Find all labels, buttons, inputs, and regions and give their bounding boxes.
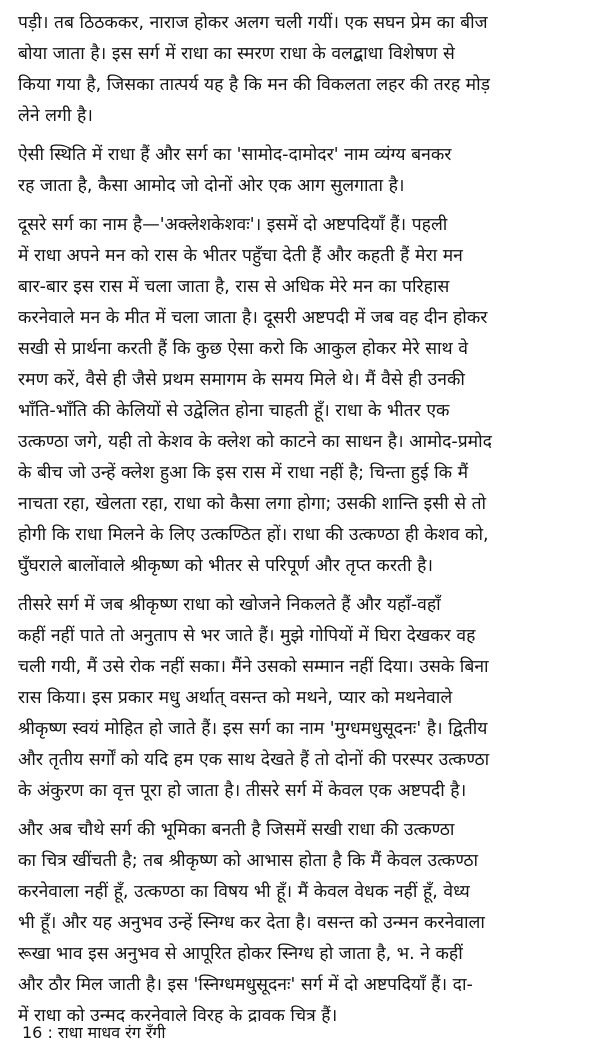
text-line: का चित्र खींचती है; तब श्रीकृष्ण को आभास होता है कि मैं केवल उत्कण्ठा (18, 851, 479, 871)
text-line: रमण करें, वैसे ही जैसे प्रथम समागम के समय मिले थे। मैं वैसे ही उनकी (18, 370, 465, 390)
text-line: और ठौर मिल जाती है। इस 'स्निग्धमधुसूदनः' सर्ग में दो अष्टपदियाँ हैं। दा- (18, 975, 473, 995)
text-line: बोया जाता है। इस सर्ग में राधा का स्मरण राधा के वलद्बाधा विशेषण से (18, 44, 455, 64)
text-line: दूसरे सर्ग का नाम है—'अक्लेशकेशवः'। इसमें दो अष्टपदियाँ हैं। पहली (18, 215, 448, 235)
text-line: घुँघराले बालोंवाले श्रीकृष्ण को भीतर से परिपूर्ण और तृप्त करती है। (18, 556, 433, 576)
paragraph (18, 815, 588, 1032)
text-line: में राधा अपने मन को रास के भीतर पहुँचा देती हैं और कहती हैं मेरा मन (18, 246, 463, 266)
text-line: के अंकुरण का वृत्त पूरा हो जाता है। तीसरे सर्ग में केवल एक अष्टपदी है। (18, 781, 467, 801)
text-line: करनेवाला नहीं हूँ, उत्कण्ठा का विषय भी हूँ। मैं केवल वेधक नहीं हूँ, वेध्य (18, 882, 470, 902)
text-line: नाचता रहा, खेलता रहा, राधा को कैसा लगा होगा; उसकी शान्ति इसी से तो (18, 494, 487, 514)
text-line: होगी कि राधा मिलने के लिए उत्कण्ठित हों। राधा की उत्कण्ठा ही केशव को, (18, 525, 489, 545)
text-line: और तृतीय सर्गों को यदि हम एक साथ देखते हैं तो दोनों की परस्पर उत्कण्ठा (18, 750, 490, 770)
text-line: पड़ी। तब ठिठककर, नाराज होकर अलग चली गयीं। एक सघन प्रेम का बीज (18, 13, 488, 33)
text-line: कहीं नहीं पाते तो अनुताप से भर जाते हैं। मुझे गोपियों में घिरा देखकर वह (18, 626, 476, 646)
text-line: रह जाता है, कैसा आमोद जो दोनों ओर एक आग सुलगाता है। (18, 176, 405, 196)
paragraph (18, 8, 588, 132)
text-line: श्रीकृष्ण स्वयं मोहित हो जाते हैं। इस सर्ग का नाम 'मुग्धमधुसूदनः' है। द्वितीय (18, 719, 488, 739)
paragraph (18, 210, 588, 582)
text-line: और अब चौथे सर्ग की भूमिका बनती है जिसमें सखी राधा की उत्कण्ठा (18, 820, 455, 840)
text-line: ऐसी स्थिति में राधा हैं और सर्ग का 'सामोद-दामोदर' नाम व्यंग्य बनकर (18, 145, 452, 165)
text-line: सखी से प्रार्थना करती हैं कि कुछ ऐसा करो कि आकुल होकर मेरे साथ वे (18, 339, 469, 359)
text-line: किया गया है, जिसका तात्पर्य यह है कि मन की विकलता लहर की तरह मोड़ (18, 75, 491, 95)
text-line: बार-बार इस रास में चला जाता है, रास से अधिक मेरे मन का परिहास (18, 277, 450, 297)
text-line: उत्कण्ठा जगे, यही तो केशव के क्लेश को काटने का साधन है। आमोद-प्रमोद (18, 432, 492, 452)
text-line: भाँति-भाँति की केलियों से उद्वेलित होना चाहती हूँ। राधा के भीतर एक (18, 401, 450, 421)
paragraph (18, 590, 588, 807)
text-line: रूखा भाव इस अनुभव से आपूरित होकर स्निग्ध हो जाता है, भ. ने कहीं (18, 944, 463, 964)
text-line: रास किया। इस प्रकार मधु अर्थात् वसन्त को मथने, प्यार को मथनेवाले (18, 688, 453, 708)
text-line: करनेवाले मन के मीत में चला जाता है। दूसरी अष्टपदी में जब वह दीन होकर (18, 308, 488, 328)
body-text (18, 8, 588, 1040)
paragraph (18, 140, 588, 202)
text-line: में राधा को उन्मद करनेवाले विरह के द्रावक चित्र हैं। (18, 1006, 338, 1026)
text-line: के बीच जो उन्हें क्लेश हुआ कि इस रास में राधा नहीं है; चिन्ता हुई कि मैं (18, 463, 469, 483)
page-footer (22, 1022, 166, 1044)
text-line: चली गयी, मैं उसे रोक नहीं सका। मैंने उसको सम्मान नहीं दिया। उसके बिना (18, 657, 489, 677)
page-number-and-title: 16 : राधा माधव रंग रँगी (22, 1023, 166, 1042)
text-line: लेने लगी है। (18, 106, 93, 126)
text-line: तीसरे सर्ग में जब श्रीकृष्ण राधा को खोजने निकलते हैं और यहाँ-वहाँ (18, 595, 441, 615)
text-line: भी हूँ। और यह अनुभव उन्हें स्निग्ध कर देता है। वसन्त को उन्मन करनेवाला (18, 913, 485, 933)
